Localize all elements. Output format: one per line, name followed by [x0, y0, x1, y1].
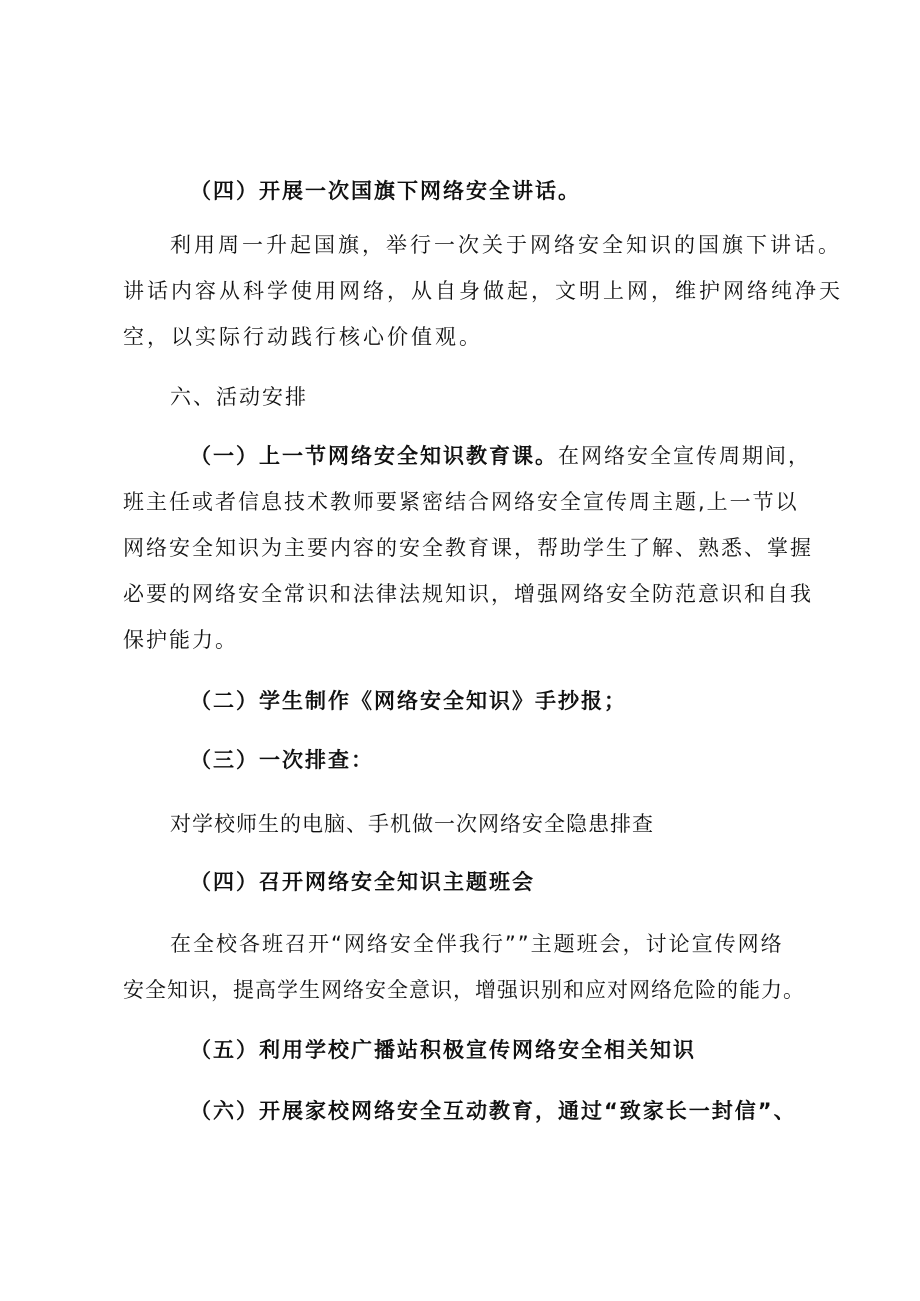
list-item-4: （四）召开网络安全知识主题班会	[190, 870, 535, 894]
list-item-1-heading: （一）上一节网络安全知识教育课。	[190, 444, 558, 468]
list-item-5: （五）利用学校广播站积极宣传网络安全相关知识	[190, 1038, 696, 1062]
paragraph-line: 安全知识，提高学生网络安全意识，增强识别和应对网络危险的能力。	[123, 978, 805, 1002]
paragraph-line: 班主任或者信息技术教师要紧密结合网络安全宣传周主题,上一节以	[123, 490, 799, 514]
paragraph-line: 保护能力。	[123, 628, 238, 652]
list-item-2: （二）学生制作《网络安全知识》手抄报；	[190, 689, 627, 713]
list-item-1	[190, 441, 811, 471]
paragraph-line: 利用周一升起国旗，举行一次关于网络安全知识的国旗下讲话。	[170, 233, 842, 257]
list-item-3: （三）一次排查：	[190, 748, 374, 772]
paragraph-line: 讲话内容从科学使用网络，从自身做起，文明上网，维护网络纯净天	[123, 279, 843, 303]
paragraph-line: 对学校师生的电脑、手机做一次网络安全隐患排查	[170, 812, 654, 836]
subheading-4: （四）开展一次国旗下网络安全讲话。	[190, 179, 581, 203]
list-item-6: （六）开展家校网络安全互动教育，通过“致家长一封信”、	[190, 1099, 797, 1123]
paragraph-line: 必要的网络安全常识和法律法规知识，增强网络安全防范意识和自我	[123, 582, 813, 606]
paragraph-line: 在全校各班召开“网络安全伴我行””主题班会，讨论宣传网络	[170, 932, 784, 956]
paragraph-line: 空，以实际行动践行核心价值观。	[123, 325, 483, 349]
list-item-1-text: 在网络安全宣传周期间，	[558, 444, 811, 468]
section-heading: 六、活动安排	[170, 385, 308, 409]
paragraph-line: 网络安全知识为主要内容的安全教育课，帮助学生了解、熟悉、掌握	[123, 536, 813, 560]
